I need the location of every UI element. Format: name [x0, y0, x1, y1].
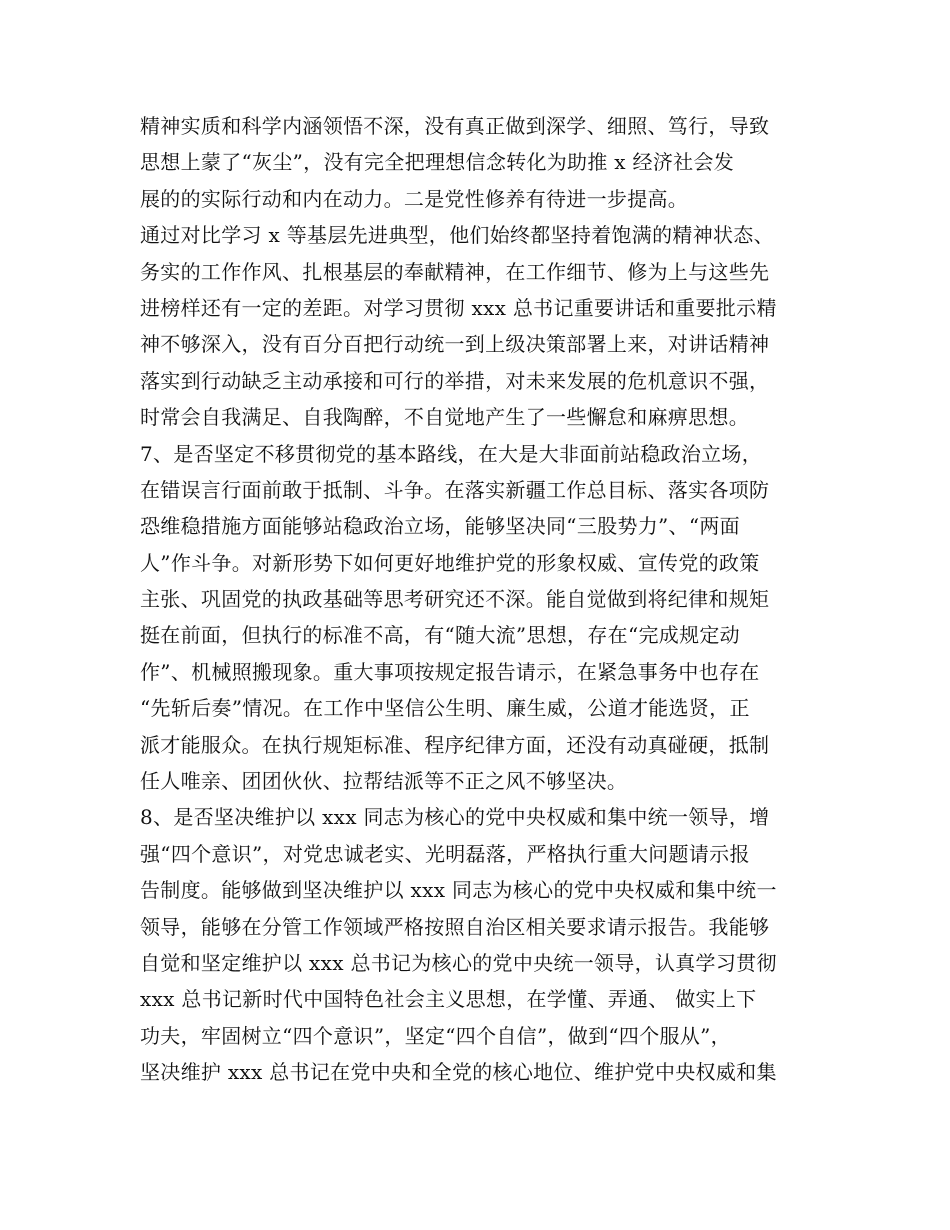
text-line: 领导，能够在分管工作领域严格按照自治区相关要求请示报告。我能够 — [140, 914, 770, 939]
text-line: 在错误言行面前敢于抵制、斗争。在落实新疆工作总目标、落实各项防 — [140, 477, 770, 502]
text-line: 神不够深入，没有百分百把行动统一到上级决策部署上来，对讲话精神 — [140, 332, 770, 357]
body-text — [140, 108, 840, 1091]
text-line: 恐维稳措施方面能够站稳政治立场，能够坚决同“三股势力”、“两面 — [140, 514, 740, 539]
text-line: 挺在前面，但执行的标准不高，有“随大流”思想，存在“完成规定动 — [140, 623, 740, 648]
text-line: 务实的工作作风、扎根基层的奉献精神，在工作细节、修为上与这些先 — [140, 259, 770, 284]
text-line: 坚决维护 xxx 总书记在党中央和全党的核心地位、维护党中央权威和集 — [140, 1060, 777, 1085]
text-line: 功夫，牢固树立“四个意识”，坚定“四个自信”，做到“四个服从”， — [140, 1023, 731, 1048]
text-line: 派才能服众。在执行规矩标准、程序纪律方面，还没有动真碰硬，抵制 — [140, 732, 770, 757]
text-line: 思想上蒙了“灰尘”，没有完全把理想信念转化为助推 x 经济社会发 — [140, 150, 735, 175]
text-line: 进榜样还有一定的差距。对学习贯彻 xxx 总书记重要讲话和重要批示精 — [140, 295, 777, 320]
text-line: 主张、巩固党的执政基础等思考研究还不深。能自觉做到将纪律和规矩 — [140, 587, 770, 612]
text-line: 8、是否坚决维护以 xxx 同志为核心的党中央权威和集中统一领导，增 — [140, 805, 770, 830]
text-line: 7、是否坚定不移贯彻党的基本路线，在大是大非面前站稳政治立场， — [140, 441, 763, 466]
text-line: 展的的实际行动和内在动力。二是党性修养有待进一步提高。 — [140, 186, 689, 211]
text-line: “先斩后奏”情况。在工作中坚信公生明、廉生威，公道才能选贤，正 — [140, 696, 750, 721]
text-line: xxx 总书记新时代中国特色社会主义思想，在学懂、弄通、 做实上下 — [140, 987, 757, 1012]
text-line: 时常会自我满足、自我陶醉，不自觉地产生了一些懈怠和麻痹思想。 — [140, 405, 749, 430]
text-line: 任人唯亲、团团伙伙、拉帮结派等不正之风不够坚决。 — [140, 769, 628, 794]
text-line: 强“四个意识”，对党忠诚老实、光明磊落，严格执行重大问题请示报 — [140, 841, 750, 866]
text-line: 告制度。能够做到坚决维护以 xxx 同志为核心的党中央权威和集中统一 — [140, 878, 777, 903]
text-line: 人”作斗争。对新形势下如何更好地维护党的形象权威、宣传党的政策 — [140, 550, 760, 575]
text-line: 精神实质和科学内涵领悟不深，没有真正做到深学、细照、笃行，导致 — [140, 114, 770, 138]
text-line: 自觉和坚定维护以 xxx 总书记为核心的党中央统一领导，认真学习贯彻 — [140, 950, 777, 975]
text-line: 作”、机械照搬现象。重大事项按规定报告请示，在紧急事务中也存在 — [140, 659, 760, 684]
text-line: 落实到行动缺乏主动承接和可行的举措，对未来发展的危机意识不强， — [140, 368, 770, 393]
text-line: 通过对比学习 x 等基层先进典型，他们始终都坚持着饱满的精神状态、 — [140, 223, 774, 248]
